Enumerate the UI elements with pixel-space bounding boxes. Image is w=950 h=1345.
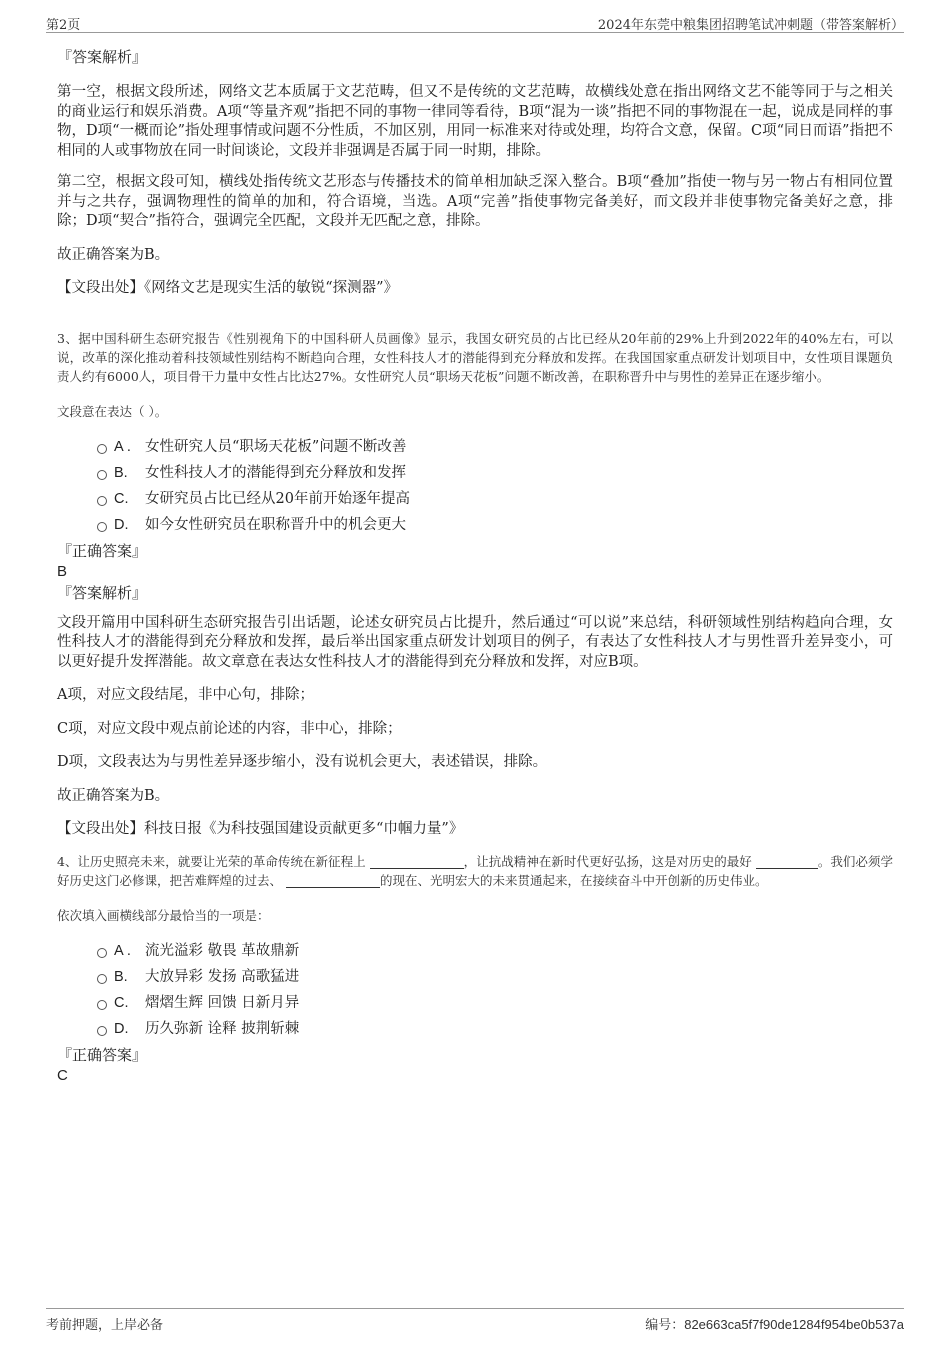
- option-c[interactable]: [57, 990, 893, 1016]
- radio-icon[interactable]: [97, 1000, 107, 1010]
- page-header: [46, 12, 904, 33]
- option-letter: A .: [114, 942, 131, 959]
- fill-blank: [756, 854, 818, 869]
- code-label: 编号：: [645, 1317, 685, 1332]
- fill-blank: [370, 854, 464, 869]
- question-prompt: 依次填入画横线部分最恰当的一项是：: [57, 907, 270, 923]
- option-text: 大放异彩 发扬 高歌猛进: [145, 968, 300, 985]
- analysis-paragraph: 文段开篇用中国科研生态研究报告引出话题，论述女研究员占比提升，然后通过“可以说”来总结，科研领域性别结构趋向合理，女性科技人才的潜能得到充分释放和发挥，最后举出国家重点研发计划项目的例子，有表达了女性科技人才与男性晋升差异变小，可以更好提升发挥潜能。故文章意在表达女性科技人才的潜能得到充分释放和发挥，对应B项。: [57, 614, 893, 670]
- question-prompt: 文段意在表达（ ）。: [57, 403, 168, 419]
- option-list: [57, 434, 893, 538]
- option-letter: D.: [114, 1020, 129, 1037]
- page-content: [57, 44, 893, 1086]
- option-a[interactable]: [57, 434, 893, 460]
- stem-text: 。我们必须学好历史这门必修课，把苦难辉煌的过去、: [57, 853, 893, 888]
- option-letter: C.: [114, 994, 129, 1011]
- option-analysis: A项，对应文段结尾，非中心句，排除；: [57, 687, 314, 703]
- option-letter: B.: [114, 464, 128, 481]
- answer-label: 『正确答案』: [57, 1045, 148, 1064]
- analysis-paragraph: 第一空，根据文段所述，网络文艺本质属于文艺范畴，但又不是传统的文艺范畴，故横线处意在指出网络文艺不能等同于与之相关的商业运行和娱乐消费。A项“等量齐观”指把不同的事物一律同等看待，B项“混为一谈”指把不同的事物混在一起，说成是同样的事物，D项“一概而论”指处理事情或问题不分性质，不加区别，用同一标准来对待或处理，均符合文意，保留。C项“同日而语”指把不相同的人或事物放在同一时间谈论，文段并非强调是否属于同一时期，排除。: [57, 84, 893, 159]
- option-c[interactable]: [57, 486, 893, 512]
- page-footer: [46, 1308, 904, 1333]
- radio-icon[interactable]: [97, 974, 107, 984]
- stem-text: 4、让历史照亮未来，就要让光荣的革命传统在新征程上: [57, 853, 366, 869]
- option-text: 熠熠生辉 回馈 日新月异: [145, 994, 300, 1011]
- answer-label: 『正确答案』: [57, 541, 148, 560]
- document-title: 2024年东莞中粮集团招聘笔试冲刺题（带答案解析）: [597, 18, 904, 33]
- option-text: 历久弥新 诠释 披荆斩棘: [145, 1020, 300, 1037]
- source-text: 【文段出处】《网络文艺是现实生活的敏锐“探测器”》: [57, 280, 399, 296]
- option-b[interactable]: [57, 460, 893, 486]
- question-stem: [57, 852, 893, 890]
- option-analysis: C项，对应文段中观点前论述的内容，非中心，排除；: [57, 720, 402, 737]
- radio-icon[interactable]: [97, 948, 107, 958]
- document-code: [645, 1314, 904, 1333]
- conclusion-text: 故正确答案为B。: [57, 246, 170, 263]
- option-list: [57, 938, 893, 1042]
- radio-icon[interactable]: [97, 470, 107, 480]
- code-value: 82e663ca5f7f90de1284f954be0b537a: [684, 1317, 904, 1332]
- page-number: 第2页: [46, 18, 81, 33]
- option-letter: A .: [114, 438, 131, 455]
- stem-text: ，让抗战精神在新时代更好弘扬，这是对历史的最好: [463, 853, 752, 869]
- radio-icon[interactable]: [97, 522, 107, 532]
- radio-icon[interactable]: [97, 1026, 107, 1036]
- option-a[interactable]: [57, 938, 893, 964]
- option-text: 女研究员占比已经从20年前开始逐年提高: [145, 490, 410, 507]
- option-d[interactable]: [57, 1016, 893, 1042]
- option-text: 女性科技人才的潜能得到充分释放和发挥: [145, 464, 406, 481]
- option-text: 流光溢彩 敬畏 革故鼎新: [145, 942, 300, 959]
- option-d[interactable]: [57, 512, 893, 538]
- option-letter: C.: [114, 490, 129, 507]
- analysis-paragraph: 第二空，根据文段可知，横线处指传统文艺形态与传播技术的简单相加缺乏深入整合。B项“叠加”指使一物与另一物占有相同位置并与之共存，强调物理性的简单的加和，符合语境，当选。A项“完善”指使事物完备美好，而文段并非使事物完备美好之意，排除；D项“契合”指符合，强调完全匹配，文段并无匹配之意，排除。: [57, 174, 893, 229]
- footer-slogan: 考前押题，上岸必备: [46, 1318, 164, 1333]
- option-text: 女性研究人员“职场天花板”问题不断改善: [145, 438, 407, 455]
- fill-blank: [286, 873, 380, 888]
- stem-text: 的现在、光明宏大的未来贯通起来，在接续奋斗中开创新的历史伟业。: [380, 872, 768, 888]
- option-text: 如今女性研究员在职称晋升中的机会更大: [145, 516, 406, 533]
- conclusion-text: 故正确答案为B。: [57, 787, 170, 804]
- correct-answer: C: [57, 1066, 68, 1084]
- question-stem: 3、据中国科研生态研究报告《性别视角下的中国科研人员画像》显示，我国女研究员的占比已经从20年前的29%上升到2022年的40%左右，可以说，改革的深化推动着科技领域性别结构不断趋向合理，女性科技人才的潜能得到充分释放和发挥。在我国国家重点研发计划项目中，女性项目课题负责人约有6000人，项目骨干力量中女性占比达27%。女性研究人员“职场天花板”问题不断改善，在职称晋升中与男性的差异正在逐步缩小。: [57, 330, 893, 384]
- option-letter: B.: [114, 968, 128, 985]
- analysis-label: 『答案解析』: [57, 583, 148, 602]
- option-b[interactable]: [57, 964, 893, 990]
- radio-icon[interactable]: [97, 496, 107, 506]
- analysis-label: 『答案解析』: [57, 48, 148, 66]
- source-text: 【文段出处】科技日报《为科技强国建设贡献更多“巾帼力量”》: [57, 821, 464, 837]
- correct-answer: B: [57, 562, 68, 580]
- option-letter: D.: [114, 516, 129, 533]
- radio-icon[interactable]: [97, 444, 107, 454]
- option-analysis: D项，文段表达为与男性差异逐步缩小，没有说机会更大，表述错误，排除。: [57, 754, 548, 770]
